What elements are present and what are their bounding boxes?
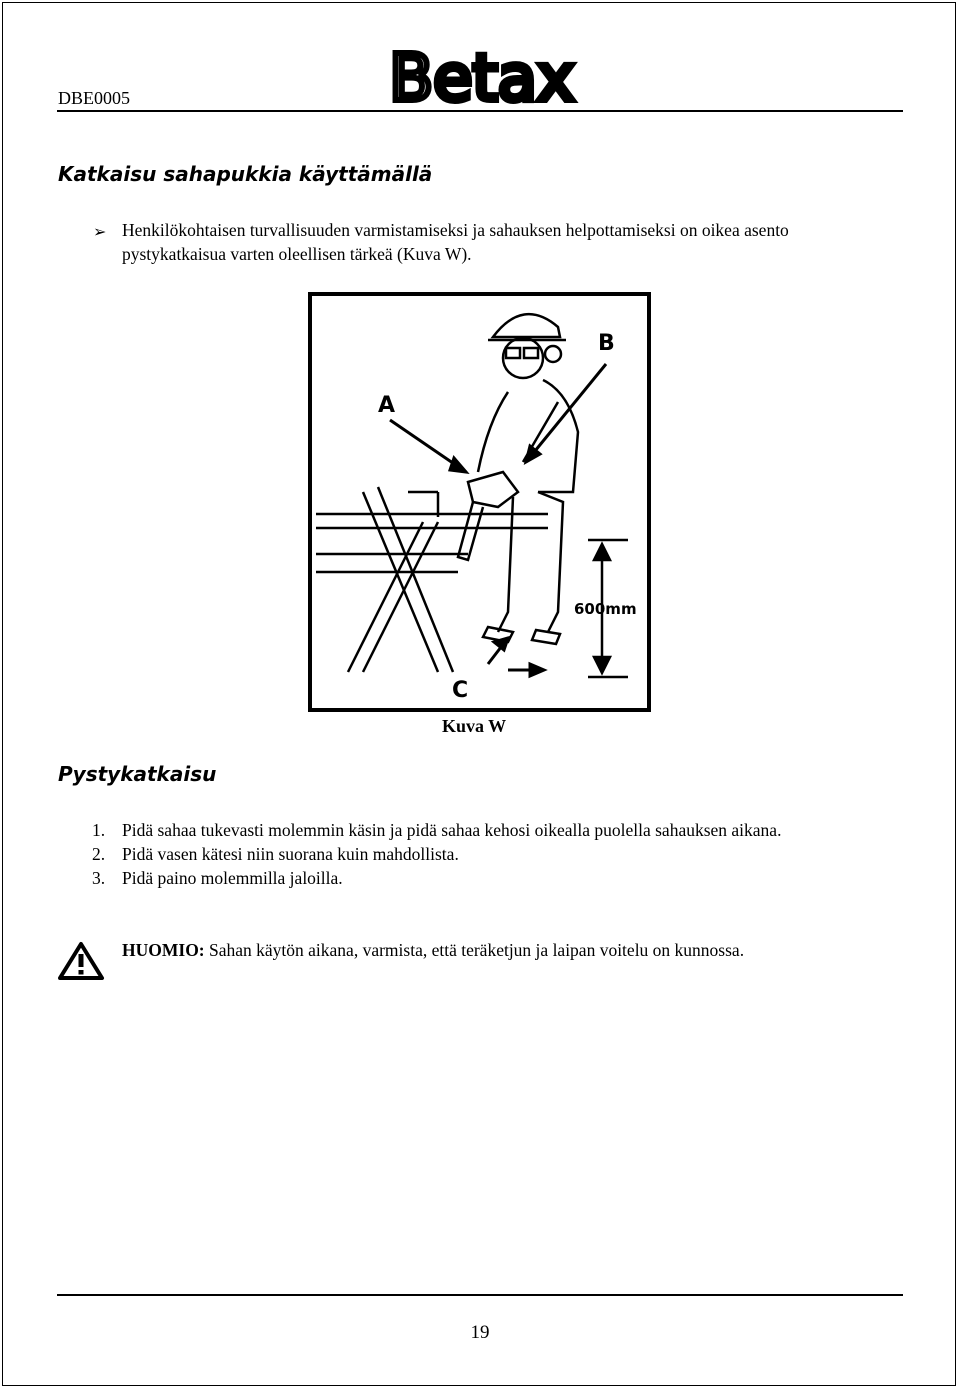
list-item [92,842,882,866]
warning-triangle-icon [57,941,105,981]
brand-logo [382,38,582,108]
figure-label-a: A [378,393,396,418]
brand-logo-text: Betax [389,42,575,108]
list-item-number: 2. [92,844,106,864]
warning-text: Sahan käytön aikana, varmista, että teräketjun ja laipan voitelu on kunnossa. [209,940,745,960]
footer-rule [57,1294,903,1296]
figure-measure-label: 600mm [574,600,637,618]
warning-note [122,938,822,962]
list-item-text: Pidä sahaa tukevasti molemmin käsin ja pidä sahaa kehosi oikealla puolella sahauksen aikana. [122,820,782,840]
intro-paragraph: Henkilökohtaisen turvallisuuden varmistamiseksi ja sahauksen helpottamiseksi on oikea asento pystykatkaisua varten oleellisen tärkeä (Kuva W). [122,220,789,264]
figure-caption: Kuva W [442,716,507,736]
figure-label-c: C [452,678,469,703]
instruction-list [92,818,882,890]
header-rule [57,110,903,112]
list-item [92,818,882,842]
document-code: DBE0005 [58,88,130,108]
figure-w-illustration [308,292,651,712]
list-item-text: Pidä vasen kätesi niin suorana kuin mahdollista. [122,844,459,864]
list-item [92,866,882,890]
section-title-pystykatkaisu: Pystykatkaisu [58,762,217,786]
list-item-number: 1. [92,820,106,840]
section-title-katkaisu: Katkaisu sahapukkia käyttämällä [58,162,433,186]
list-item-number: 3. [92,868,106,888]
page-number: 19 [470,1322,490,1343]
figure-label-b: B [598,331,615,356]
list-item-text: Pidä paino molemmilla jaloilla. [122,868,343,888]
arrow-bullet-icon: ➢ [93,222,107,241]
warning-label: HUOMIO: [122,940,205,960]
